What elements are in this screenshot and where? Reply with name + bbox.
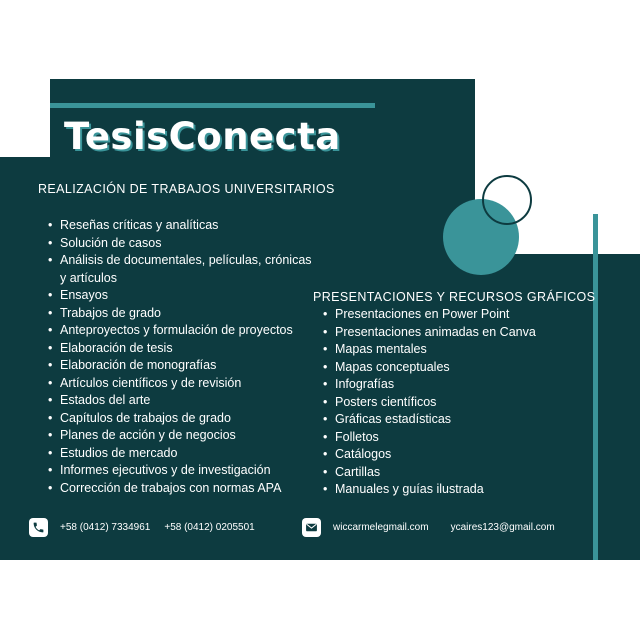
left-services-list: [39, 217, 319, 497]
list-item: • Cartillas: [314, 464, 584, 482]
list-item: • Estudios de mercado: [39, 445, 319, 463]
list-item: • Elaboración de monografías: [39, 357, 319, 375]
list-item: • Análisis de documentales, películas, crónicas y artículos: [39, 252, 319, 287]
list-item: • Manuales y guías ilustrada: [314, 481, 584, 499]
email-address[interactable]: ycaires123@gmail.com: [450, 521, 555, 533]
list-item: • Solución de casos: [39, 235, 319, 253]
list-item: • Anteproyectos y formulación de proyectos: [39, 322, 319, 340]
decor-vertical-bar: [593, 214, 598, 560]
phone-number[interactable]: +58 (0412) 7334961: [60, 521, 151, 533]
flyer: [0, 79, 640, 560]
phone-icon: [29, 518, 48, 537]
brand-title: TesisConecta: [64, 115, 341, 158]
list-item: • Ensayos: [39, 287, 319, 305]
email-contacts: [302, 517, 577, 537]
envelope-icon: [302, 518, 321, 537]
list-item: • Estados del arte: [39, 392, 319, 410]
list-item: • Folletos: [314, 429, 584, 447]
list-item: • Trabajos de grado: [39, 305, 319, 323]
list-item: • Gráficas estadísticas: [314, 411, 584, 429]
list-item: • Planes de acción y de negocios: [39, 427, 319, 445]
list-item: • Informes ejecutivos y de investigación: [39, 462, 319, 480]
left-section-heading: REALIZACIÓN DE TRABAJOS UNIVERSITARIOS: [38, 182, 335, 196]
list-item: • Infografías: [314, 376, 584, 394]
list-item: • Reseñas críticas y analíticas: [39, 217, 319, 235]
phone-number[interactable]: +58 (0412) 0205501: [164, 521, 255, 533]
right-section-heading: PRESENTACIONES Y RECURSOS GRÁFICOS: [313, 290, 596, 304]
right-services-list: [314, 306, 584, 499]
list-item: • Mapas mentales: [314, 341, 584, 359]
decor-white-block-left: [0, 79, 50, 157]
list-item: • Presentaciones animadas en Canva: [314, 324, 584, 342]
list-item: • Posters científicos: [314, 394, 584, 412]
phone-contacts: [29, 517, 269, 537]
list-item: • Artículos científicos y de revisión: [39, 375, 319, 393]
list-item: • Corrección de trabajos con normas APA: [39, 480, 319, 498]
list-item: • Elaboración de tesis: [39, 340, 319, 358]
list-item: • Catálogos: [314, 446, 584, 464]
list-item: • Presentaciones en Power Point: [314, 306, 584, 324]
list-item: • Capítulos de trabajos de grado: [39, 410, 319, 428]
decor-top-bar: [50, 103, 375, 108]
decor-circle-ring: [482, 175, 532, 225]
list-item: • Mapas conceptuales: [314, 359, 584, 377]
email-address[interactable]: wiccarmelegmail.com: [333, 521, 429, 533]
